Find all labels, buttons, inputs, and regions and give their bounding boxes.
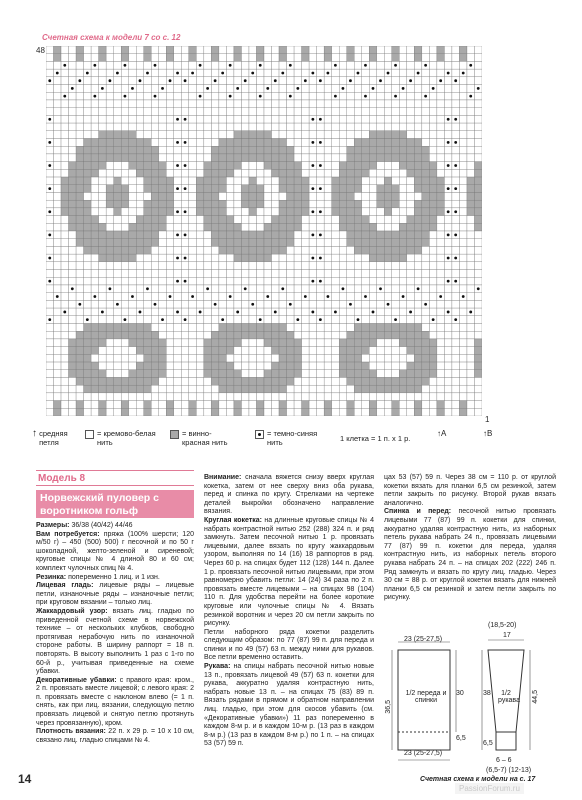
col1-paragraph	[36, 531, 194, 574]
arrow-a-label: A	[441, 429, 447, 438]
col1-paragraph	[36, 608, 194, 677]
model-label: Модель 8	[36, 470, 194, 486]
paragraph-text: на спицы набрать песочной нитью новые 13 п., провязать лицевой 49 (57) 63 п. кокетки для рукава, аккуратно удаляя контрастную нить, набрать новые 13 п. – на спицах 75 (83) 89 п. Вязать рядами в прямом и обратном направлении лиц. гладью, при этом для скосов убавить (см. «Декоративные убавки») 11 раз попеременно в каждом 8-м р. и в каждом 10-м р. (13 раз в каждом 8-м р.) (13 раз в каждом 8-м р.) по 1 п. – на спицах 53 (57) 59 п.	[204, 663, 374, 748]
paragraph-text: с правого края: кром., 2 п. провязать вместе лицевой; с левого края: 2 п. провязать вместе с наклоном влево (= 1 п. снять, как при лиц. вязании, следующую петлю провязать лицевой и снятую петлю протянуть через провязанную), кром.	[36, 676, 195, 727]
paragraph-heading: Декоративные убавки:	[36, 676, 117, 684]
dim-bottom-right2: (6,5-7) (12-13)	[486, 767, 532, 774]
dim-top-right2: 17	[503, 632, 511, 639]
dim-h-385: 36,5	[385, 700, 392, 714]
dim-top-left: 23 (25-27,5)	[404, 636, 443, 643]
paragraph-text: Петли наборного ряда кокетки разделить следующим образом: по 77 (87) 99 п. для переда и спинки и по 49 (57) 63 п. между ними для рукавов. Все петли временно оставить.	[204, 628, 374, 662]
legend-middle-loop: ↑ средняя петля	[32, 429, 81, 447]
front-back-label: 1/2 переда и спинки	[405, 690, 447, 704]
arrow-b: ↑B	[483, 429, 493, 438]
col1-paragraph	[36, 677, 194, 729]
col3-paragraph	[384, 508, 556, 603]
col2-paragraph	[204, 663, 374, 749]
instructions-column-3	[384, 474, 556, 603]
legend-wine	[170, 429, 238, 447]
chart-title: Счетная схема к модели 7 со с. 12	[42, 33, 181, 42]
instructions-column-2	[204, 474, 374, 749]
col2-paragraph	[204, 474, 374, 517]
dim-bottom-right: 6 – 6	[496, 757, 512, 764]
paragraph-text: пряжа (100% шерсти; 120 м/50 г) – 450 (500) 500) г песочной и по 50 г шоколадной, желто-зеленой и сиреневой; круговые спицы № 4 длиной 80 и 60 см; комплект чулочных спиц № 4.	[36, 530, 194, 572]
knitting-chart	[46, 46, 482, 416]
legend-scale: 1 клетка = 1 п. х 1 р.	[340, 434, 411, 443]
paragraph-text: 36/38 (40/42) 44/46	[69, 522, 133, 529]
watermark: PassionForum.ru	[455, 783, 524, 794]
blue-swatch	[255, 430, 264, 439]
garment-schematic	[384, 620, 556, 788]
paragraph-text: цах 53 (57) 59 п. Через 38 см = 110 р. от круглой кокетки вязать для планки 6,5 см резинкой, затем петли закрыть по рисунку. Второй рукав вязать аналогично.	[384, 474, 556, 507]
wine-swatch	[170, 430, 179, 439]
col1-paragraph	[36, 582, 194, 608]
paragraph-heading: Лицевая гладь:	[36, 582, 94, 590]
legend-middle-loop-label: средняя петля	[39, 429, 68, 447]
paragraph-text: сначала вяжется снизу вверх круглая кокетка, затем от нее сверху вниз оба рукава, перед и спинка по кругу. Стрелками на чертеже деталей выкройки обозначено направление вязания.	[204, 474, 374, 516]
paragraph-heading: Внимание:	[204, 474, 242, 481]
arrow-a: ↑A	[437, 429, 447, 438]
col1-paragraph	[36, 522, 194, 531]
dim-h-65b: 6,5	[483, 740, 493, 747]
row-top-label: 48	[36, 46, 45, 55]
paragraph-heading: Рукава:	[204, 663, 231, 671]
col1-paragraph	[36, 574, 194, 583]
cream-swatch	[85, 430, 94, 439]
legend-wine-label: = винно-красная нить	[182, 429, 228, 447]
dim-h-38: 38	[483, 690, 491, 697]
legend-blue-label: = темно-синяя нить	[267, 429, 318, 447]
paragraph-heading: Вам потребуется:	[36, 530, 100, 538]
page-number: 14	[18, 772, 32, 786]
paragraph-heading: Резинка:	[36, 573, 67, 581]
col2-paragraph	[204, 629, 374, 663]
legend-cream	[85, 429, 157, 447]
dim-h-65a: 6,5	[456, 735, 466, 742]
col3-paragraph	[384, 474, 556, 508]
paragraph-text: на длинные круговые спицы № 4 набрать контрастной нитью 252 (288) 324 п. и ряд замкнуть. Затем песочной нитью 1 р. провязать лицевыми, далее вязать по кругу жаккардовым узором, выполняя по 14 (16) 18 раппортов в ряд. Через 60 р. на спицах будет 112 (128) 144 п. Далее 1 р. провязать песочной нитью лицевыми, при этом равномерно убавить петли: 14 (24) 34 раза по 2 п. провязать вместе лицевыми – на спицах 98 (104) 110 п. Для удобства перейти на более короткие круговые или чулочные спицы № 4. Вязать резинкой воротник и через 20 см петли закрыть по рисунку.	[204, 516, 374, 628]
arrow-b-label: B	[487, 429, 493, 438]
paragraph-text: вязать лиц. гладью по приведенной счетной схеме в норвежской технике – от нескольких клубков, свободно протягивая нерабочую нить по изнаночной стороне работы. В ширину раппорт = 18 п. повторять. В высоту выполнить 1 раз с 1-го по 60-й р., учитывая приведенные на схеме убавки.	[36, 607, 194, 676]
paragraph-heading: Плотность вязания:	[36, 728, 106, 736]
paragraph-heading: Жаккардовый узор:	[36, 607, 108, 615]
paragraph-text: песочной нитью провязать лицевыми 77 (87) 99 п. кокетки для спинки, аккуратно удаляя контрастную нить, из наборных петель рукава набрать 24 п., провязать лицевыми 77 (87) 99 п. кокетки для переда, удаляя контрастную нить, из наборных петель второго рукава набрать 24 п. – на спицах 202 (222) 246 п. Ряд замкнуть и вязать по кругу лиц. гладью. Через 30 см = 88 р. от круглой кокетки вязать для нижней планки 6,5 см резинкой и затем петли закрыть по рисунку.	[384, 508, 557, 602]
paragraph-heading: Спинка и перед:	[384, 508, 452, 516]
paragraph-heading: Круглая кокетка:	[204, 516, 263, 524]
paragraph-heading: Размеры:	[36, 522, 70, 529]
instructions-column-1	[36, 522, 194, 745]
sleeve-label: 1/2 рукава	[498, 690, 520, 704]
col2-paragraph	[204, 517, 374, 629]
col1-paragraph	[36, 728, 194, 745]
paragraph-text: 22 п. х 29 р. = 10 х 10 см, связано лиц. гладью спицами № 4.	[36, 728, 195, 744]
dim-top-right: (18,5-20)	[488, 622, 517, 629]
paragraph-text: лицевые ряды – лицевые петли, изнаночные ряды – изнаночные петли; при круговом вязании – только лиц.	[36, 582, 194, 607]
legend-cream-label: = кремово-белая нить	[97, 429, 156, 447]
dim-h-30: 30	[456, 690, 464, 697]
row-bottom-label: 1	[485, 415, 490, 424]
dim-h-445: 44,5	[532, 690, 539, 704]
legend-blue	[255, 429, 323, 447]
model-title: Норвежский пуловер с воротником гольф	[36, 490, 194, 518]
paragraph-text: попеременно 1 лиц. и 1 изн.	[66, 573, 160, 581]
dim-bottom-left: 23 (25-27,5)	[404, 750, 443, 757]
schema-footer: Счетная схема к модели на с. 17	[420, 776, 536, 783]
